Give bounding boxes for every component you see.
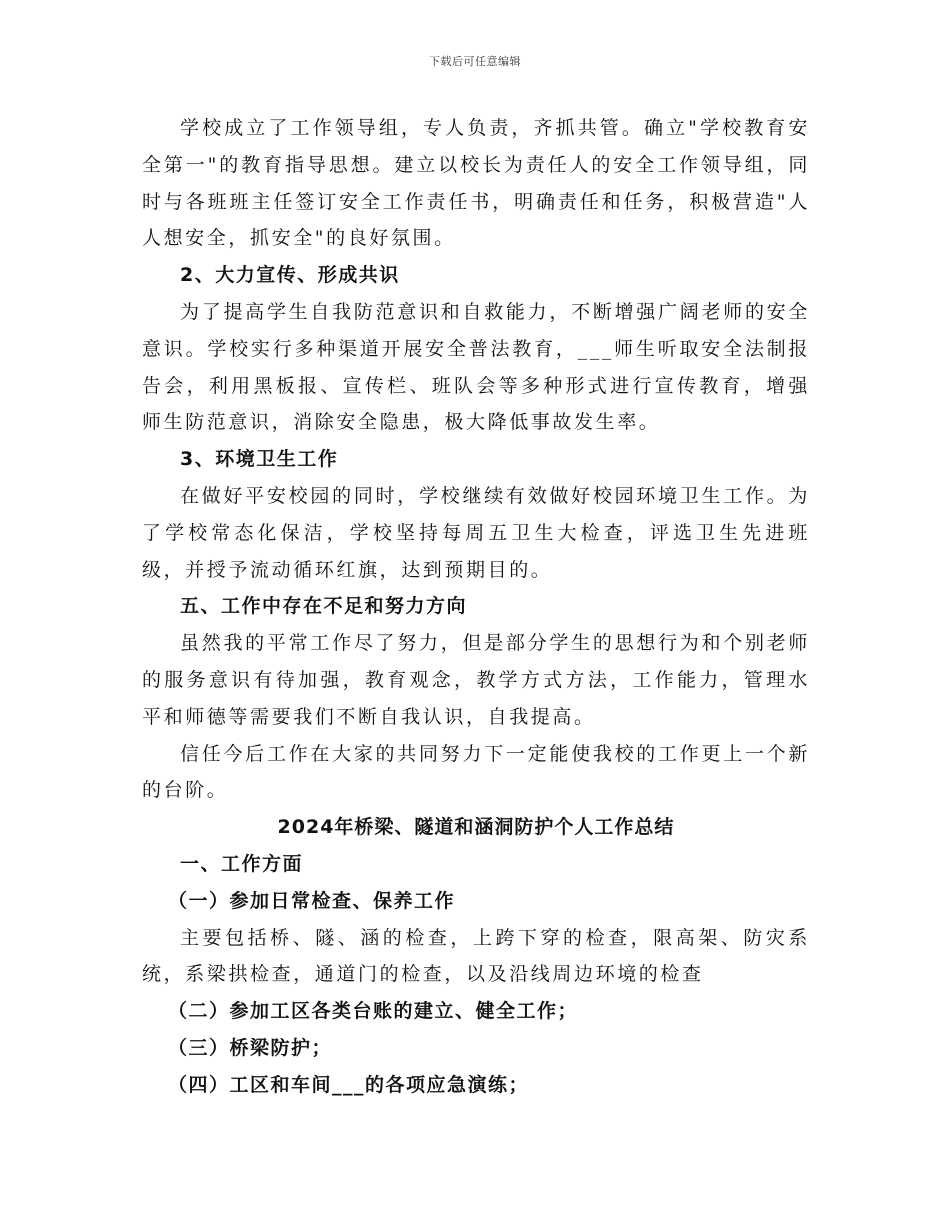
document-body bbox=[142, 110, 810, 1104]
document-title: 2024年桥梁、隧道和涵洞防护个人工作总结 bbox=[277, 816, 675, 839]
page-header-note: 下载后可任意编辑 bbox=[429, 55, 521, 68]
paragraph-environment-hygiene: 在做好平安校园的同时，学校继续有效做好校园环境卫生工作。为了学校常态化保洁，学校坚持每周五卫生大检查，评选卫生先进班级，并授予流动循环红旗，达到预期目的。 bbox=[142, 484, 810, 581]
subheading-bridge-protection: （三）桥梁防护； bbox=[168, 1036, 333, 1059]
heading-shortcomings: 五、工作中存在不足和努力方向 bbox=[180, 595, 468, 618]
paragraph-inspection-scope: 主要包括桥、隧、涵的检查，上跨下穿的检查，限高架、防灾系统，系梁拱检查，通道门的检查，以及沿线周边环境的检查 bbox=[142, 926, 810, 986]
paragraph-outlook: 信任今后工作在大家的共同努力下一定能使我校的工作更上一个新的台阶。 bbox=[142, 742, 810, 802]
subheading-ledgers: （二）参加工区各类台账的建立、健全工作； bbox=[168, 1000, 579, 1023]
subheading-daily-inspection: （一）参加日常检查、保养工作 bbox=[168, 889, 456, 912]
heading-environment-hygiene: 3、环境卫生工作 bbox=[180, 448, 339, 471]
heading-publicity: 2、大力宣传、形成共识 bbox=[180, 264, 400, 287]
heading-work-aspects: 一、工作方面 bbox=[180, 852, 304, 875]
paragraph-publicity: 为了提高学生自我防范意识和自救能力，不断增强广阔老师的安全意识。学校实行多种渠道开展安全普法教育，___师生听取安全法制报告会，利用黑板报、宣传栏、班队会等多种形式进行宣传教育，增强师生防范意识，消除安全隐患，极大降低事故发生率。 bbox=[142, 300, 810, 434]
subheading-emergency-drills: （四）工区和车间___的各项应急演练； bbox=[168, 1073, 530, 1096]
paragraph-safety-leadership: 学校成立了工作领导组，专人负责，齐抓共管。确立"学校教育安全第一"的教育指导思想。建立以校长为责任人的安全工作领导组，同时与各班班主任签订安全工作责任书，明确责任和任务，积极营造"人人想安全，抓安全"的良好氛围。 bbox=[142, 117, 810, 250]
paragraph-shortcomings: 虽然我的平常工作尽了努力，但是部分学生的思想行为和个别老师的服务意识有待加强，教育观念，教学方式方法，工作能力，管理水平和师德等需要我们不断自我认识，自我提高。 bbox=[142, 632, 810, 728]
